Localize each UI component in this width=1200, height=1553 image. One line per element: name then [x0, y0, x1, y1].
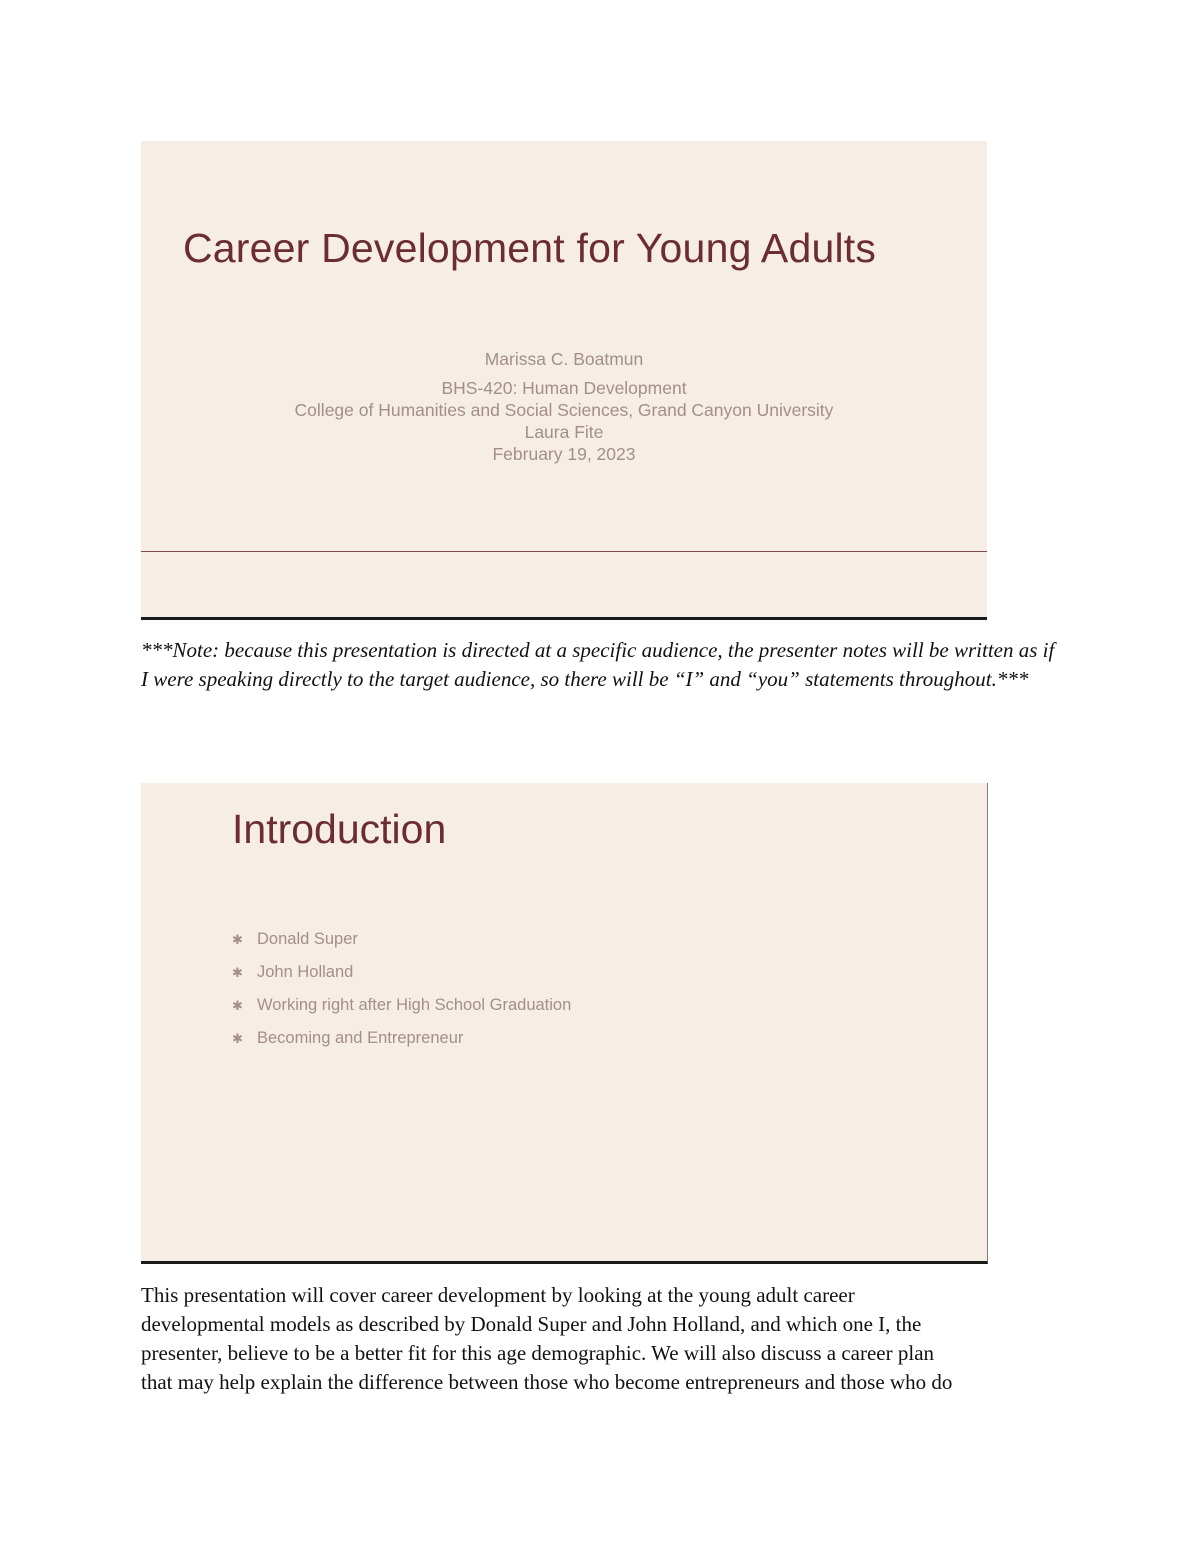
slide-title: Introduction — [232, 806, 447, 852]
paragraph-line: presenter, believe to be a better fit for this age demographic. We will also discuss a career plan — [141, 1341, 935, 1365]
introduction-slide — [141, 783, 988, 1264]
slide-subtitle-block — [141, 347, 987, 465]
paragraph-line: This presentation will cover career development by looking at the young adult career — [141, 1283, 855, 1307]
bullet-text: Becoming and Entrepreneur — [257, 1029, 464, 1047]
bullet-text: John Holland — [257, 963, 354, 981]
asterisk-bullet-icon: ✱ — [232, 932, 243, 947]
list-item — [232, 960, 571, 993]
paragraph-line: developmental models as described by Donald Super and John Holland, and which one I, the — [141, 1312, 922, 1336]
presentation-date: February 19, 2023 — [492, 444, 636, 464]
presenter-note: ***Note: because this presentation is directed at a specific audience, the presenter notes will be written as if I were speaking directly to the target audience, so there will be “I” and “you” statements throughout.*** — [141, 638, 1055, 691]
title-slide — [141, 141, 987, 620]
author-name: Marissa C. Boatmun — [484, 349, 644, 369]
slide-title: Career Development for Young Adults — [183, 225, 877, 271]
college-name: College of Humanities and Social Sciences, Grand Canyon University — [294, 400, 834, 420]
list-item — [232, 1026, 571, 1059]
asterisk-bullet-icon: ✱ — [232, 998, 243, 1013]
paragraph-line: that may help explain the difference between those who become entrepreneurs and those who do — [141, 1370, 953, 1394]
list-item — [232, 993, 571, 1026]
slide-divider — [141, 551, 987, 552]
list-item — [232, 927, 571, 960]
bullet-text: Donald Super — [257, 930, 358, 948]
bullet-text: Working right after High School Graduation — [257, 996, 572, 1014]
bullet-list — [232, 927, 571, 1059]
presenter-notes-paragraph — [141, 1281, 1061, 1397]
asterisk-bullet-icon: ✱ — [232, 965, 243, 980]
instructor-name: Laura Fite — [524, 422, 604, 442]
asterisk-bullet-icon: ✱ — [232, 1031, 243, 1046]
course-name: BHS-420: Human Development — [441, 378, 687, 398]
